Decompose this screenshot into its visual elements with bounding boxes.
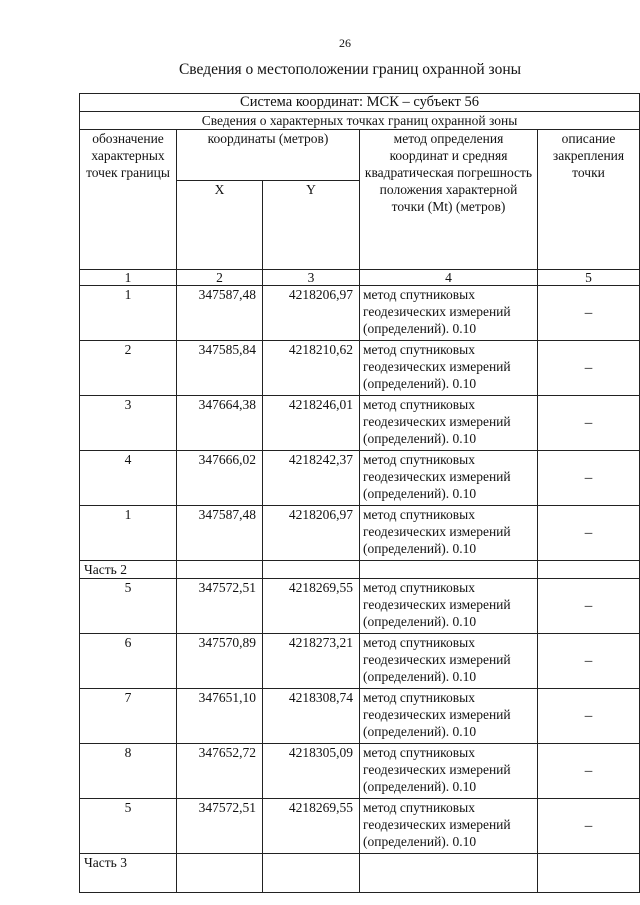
y-coordinate: 4218269,55 [263,579,360,634]
column-number: 1 [80,270,177,286]
x-coordinate: 347587,48 [177,286,263,341]
x-coordinate: 347572,51 [177,799,263,854]
method-line: метод спутниковых [363,635,475,650]
point-number: 4 [80,451,177,506]
point-number: 5 [80,579,177,634]
y-coordinate: 4218242,37 [263,451,360,506]
description-column-header: описание закрепления точки [538,130,640,270]
empty-cell [263,561,360,579]
description-cell: – [538,506,640,561]
point-number: 6 [80,634,177,689]
coordinates-table [79,93,640,893]
info-header-row [80,112,640,130]
method-cell [360,689,538,744]
method-line: метод спутниковых [363,452,475,467]
method-line: геодезических измерений [363,304,511,319]
y-coordinate: 4218305,09 [263,744,360,799]
empty-cell [360,561,538,579]
part1-rows [80,286,640,561]
part3-label: Часть 3 [80,854,177,893]
column-number: 5 [538,270,640,286]
point-number: 5 [80,799,177,854]
point-number: 2 [80,341,177,396]
column-number: 4 [360,270,538,286]
point-row [80,579,640,634]
empty-cell [538,854,640,893]
point-number: 7 [80,689,177,744]
column-number: 2 [177,270,263,286]
part2-rows [80,579,640,854]
description-cell: – [538,286,640,341]
point-number: 3 [80,396,177,451]
column-number-row [80,270,640,286]
point-number: 1 [80,286,177,341]
method-line: (определений). 0.10 [363,376,477,391]
y-coordinate: 4218246,01 [263,396,360,451]
method-cell [360,396,538,451]
method-line: геодезических измерений [363,414,511,429]
part-label-row [80,561,640,579]
description-cell: – [538,341,640,396]
method-line: (определений). 0.10 [363,321,477,336]
point-row [80,506,640,561]
method-line: геодезических измерений [363,762,511,777]
method-line: (определений). 0.10 [363,486,477,501]
method-line: (определений). 0.10 [363,614,477,629]
description-cell: – [538,634,640,689]
method-line: (определений). 0.10 [363,724,477,739]
method-line: геодезических измерений [363,652,511,667]
point-row [80,799,640,854]
part-label-row [80,854,640,893]
point-column-header: обозначение характерных точек границы [80,130,177,270]
y-column-header: Y [263,181,360,270]
x-coordinate: 347587,48 [177,506,263,561]
x-coordinate: 347570,89 [177,634,263,689]
method-cell [360,744,538,799]
coordinates-column-header: координаты (метров) [177,130,360,181]
description-cell: – [538,689,640,744]
method-cell [360,634,538,689]
method-line: (определений). 0.10 [363,669,477,684]
description-cell: – [538,579,640,634]
method-line: (определений). 0.10 [363,779,477,794]
description-cell: – [538,744,640,799]
point-row [80,744,640,799]
method-line: (определений). 0.10 [363,834,477,849]
description-cell: – [538,396,640,451]
x-coordinate: 347652,72 [177,744,263,799]
x-coordinate: 347572,51 [177,579,263,634]
method-line: геодезических измерений [363,359,511,374]
method-line: метод спутниковых [363,580,475,595]
method-line: метод спутниковых [363,397,475,412]
empty-cell [263,854,360,893]
document-title: Сведения о местоположении границ охранной зоны [178,61,522,78]
system-header-row [80,94,640,112]
point-row [80,451,640,506]
x-coordinate: 347585,84 [177,341,263,396]
page-number: 26 [339,36,351,50]
method-line: метод спутниковых [363,800,475,815]
method-line: геодезических измерений [363,524,511,539]
method-cell [360,341,538,396]
method-line: геодезических измерений [363,817,511,832]
point-row [80,341,640,396]
point-row [80,634,640,689]
method-line: метод спутниковых [363,690,475,705]
description-cell: – [538,451,640,506]
method-cell [360,506,538,561]
y-coordinate: 4218206,97 [263,506,360,561]
x-coordinate: 347666,02 [177,451,263,506]
method-cell [360,451,538,506]
y-coordinate: 4218308,74 [263,689,360,744]
point-row [80,396,640,451]
method-line: метод спутниковых [363,287,475,302]
method-cell [360,799,538,854]
part2-label: Часть 2 [80,561,177,579]
method-line: (определений). 0.10 [363,431,477,446]
method-line: метод спутниковых [363,342,475,357]
point-number: 8 [80,744,177,799]
point-row [80,689,640,744]
y-coordinate: 4218273,21 [263,634,360,689]
empty-cell [538,561,640,579]
x-column-header: X [177,181,263,270]
empty-cell [177,561,263,579]
method-line: метод спутниковых [363,745,475,760]
method-line: (определений). 0.10 [363,541,477,556]
column-header-row [80,130,640,181]
x-coordinate: 347651,10 [177,689,263,744]
description-cell: – [538,799,640,854]
method-cell [360,286,538,341]
empty-cell [177,854,263,893]
method-column-header: метод определения координат и средняя квадратическая погрешность положения характерной точки (Mt) (метров) [360,130,538,270]
coordinate-system-header: Система координат: МСК – субъект 56 [80,94,640,112]
x-coordinate: 347664,38 [177,396,263,451]
point-number: 1 [80,506,177,561]
y-coordinate: 4218206,97 [263,286,360,341]
column-number: 3 [263,270,360,286]
point-row [80,286,640,341]
method-line: геодезических измерений [363,707,511,722]
method-line: геодезических измерений [363,469,511,484]
empty-cell [360,854,538,893]
method-cell [360,579,538,634]
method-line: метод спутниковых [363,507,475,522]
y-coordinate: 4218210,62 [263,341,360,396]
y-coordinate: 4218269,55 [263,799,360,854]
points-info-header: Сведения о характерных точках границ охранной зоны [80,112,640,130]
method-line: геодезических измерений [363,597,511,612]
